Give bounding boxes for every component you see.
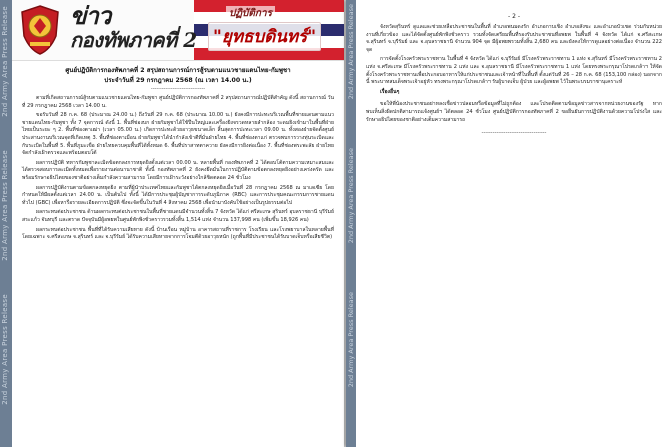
paragraph: การจัดตั้งโรงครัวพระราชทาน ในพื้นที่ 4 จังหวัด ได้แก่ จ.บุรีรัมย์ มีโรงครัวพระราชทาน 1 แห่ง จ.สุรินทร์ มีโรงครัวพระราชทาน 2 แห่ง จ.ศรีสะเกษ มีโรงครัวพระราชทาน 2 แห่ง และ จ.อุบลราชธานี มีโรงครัวพระราชทาน 1 แห่ง โดยทรงพระกรุณาโปรดเกล้าฯ ให้จัดตั้งโรงครัวพระราชทานเพื่อประกอบอาหารให้แก่ประชาชนและเจ้าหน้าที่ในพื้นที่ ตั้งแต่วันที่ 26 – 28 ก.ค. 68 (153,100 กล่อง) นอกจากนี้ พระบาทสมเด็จพระเจ้าอยู่หัว ทรงพระกรุณาโปรดเกล้าฯ รับผู้บาดเจ็บ ผู้ป่วย และผู้อพยพ ไว้ในพระบรมราชานุเคราะห์ [366,56,662,86]
watermark-text: 2nd Army Area Press Release [1,294,9,405]
page-two-body [366,12,662,138]
page-two [346,0,670,447]
army-area-title: กองทัพภาคที่ 2 [70,28,197,52]
army-emblem-icon [18,4,62,56]
section-heading: เรื่องอื่นๆ [380,88,400,95]
paragraph: ผลกระทบต่อประชาชน ด้านผลกระทบต่อประชาชนในพื้นที่ชายแดนมีจำนวนทั้งสิ้น 7 จังหวัด ได้แก่ ศรีสะเกษ สุรินทร์ อุบลราชธานี บุรีรัมย์ สระแก้ว จันทบุรี และตราด ปัจจุบันมีผู้อพยพในศูนย์พักพิงชั่วคราวรวมทั้งสิ้น 1,514 แห่ง จำนวน 137,998 คน (เพิ่มขึ้น 18,926 คน) [22,209,334,223]
separator-line: ------------------------------ [150,86,206,92]
press-watermark-strip [0,0,12,447]
watermark-text: 2nd Army Area Press Release [347,292,355,388]
paragraph: จังหวัดสุรินทร์ ดูแลและช่วยเหลือประชาชนในพื้นที่ อำเภอพนมดงรัก อำเภอกาบเชิง อำเภอสังขะ และอำเภอบัวเชด ร่วมกับหน่วยงานที่เกี่ยวข้อง และได้จัดตั้งศูนย์พักพิงชั่วคราว รวมทั้งจัดเตรียมพื้นที่รองรับประชาชนที่อพยพ ในพื้นที่ 4 จังหวัด ได้แก่ จ.ศรีสะเกษ จ.สุรินทร์ จ.บุรีรัมย์ และ จ.อุบลราชธานี จำนวน 904 จุด มีผู้อพยพรวมทั้งสิ้น 2,680 คน และยังคงให้การดูแลอย่างต่อเนื่อง จำนวน 222 จุด [366,24,662,53]
report-date: ประจำวันที่ 29 กรกฎาคม 2568 (ณ เวลา 14.00 น.) [104,77,252,84]
paragraph: ขอรับวันที่ 28 ก.ค. 68 (ประมาณ 24.00 น.) ถึงวันที่ 29 ก.ค. 68 (ประมาณ 10.00 น.) ยังคงมีการปะทะบริเวณพื้นที่ชายแดนตามแนวชายแดนไทย-กัมพูชา ทั้ง 7 จุดการณ์ ดังนี้ 1. พื้นที่ช่องบก ฝ่ายกัมพูชาได้ใช้ปืนใหญ่และเครื่องยิงจรวดหลายลำกล้อง ระดมยิงเข้ามาในพื้นที่ฝ่ายไทยเป็นระยะ ๆ 2. พื้นที่ช่องตาเฒ่า (เวลา 05.00 น.) เกิดการปะทะด้วยอาวุธขนาดเล็ก สิ้นสุดการปะทะเวลา 09.00 น. ทั้งสองฝ่ายจัดตั้งศูนย์ประสานงานบริเวณจุดที่เกิดเหตุ 3. พื้นที่ช่องตาเมือน ฝ่ายกัมพูชาได้นำกำลังเข้าตีที่มั่นฝ่ายไทย 4. พื้นที่ช่องตาแก่ ตรวจพบการวางทุ่นระเบิดและกับระเบิดในพื้นที่ 5. พื้นที่ภูมะเขือ ฝ่ายไทยควบคุมพื้นที่ได้ทั้งหมด 6. พื้นที่ปราสาทตาควาย ยังคงมีการยิงต่อเนื่อง 7. พื้นที่ช่องพระพะลัย ฝ่ายไทยจัดกำลังเฝ้าตรวจและพร้อมตอบโต้ [22,112,334,157]
operation-label: ปฏิบัติการ [226,6,275,21]
end-separator: ------------------------------ [481,129,547,137]
paragraph: ผลการปฏิบัติ ทหารกัมพูชาละเมิดข้อตกลงการหยุดยิงตั้งแต่เวลา 00.00 น. หลายพื้นที่ กองทัพภาคที่ 2 ได้ตอบโต้ตามความเหมาะสมและได้ตรวจสอบการละเมิดทั้งหมดเพื่อรายงานต่อนานาชาติ ทั้งนี้ กองทัพภาคที่ 2 ยังคงยึดมั่นในการปฏิบัติตามข้อตกลงหยุดยิงอย่างเคร่งครัด และพร้อมรักษาอธิปไตยของชาติอย่างเต็มกำลังความสามารถ โดยมีการเฝ้าระวังอย่างใกล้ชิดตลอด 24 ชั่วโมง [22,159,334,181]
watermark-text: 2nd Army Area Press Release [347,4,355,100]
report-heading: ศูนย์ปฏิบัติการกองทัพภาคที่ 2 สรุปสถานการณ์การสู้รบตามแนวชายแดนไทย-กัมพูชา [65,67,291,74]
news-banner [12,0,344,61]
paragraph: ตามที่เกิดสถานการณ์สู้รบตามแนวชายแดนไทย-กัมพูชา ศูนย์ปฏิบัติการกองทัพภาคที่ 2 สรุปสถานการณ์ปฏิบัติสำคัญ ดังนี้ สถานการณ์ วันที่ 29 กรกฎาคม 2568 เวลา 14.00 น. [22,95,334,109]
watermark-text: 2nd Army Area Press Release [1,150,9,261]
press-watermark-strip [346,0,356,447]
paragraph: ผลกระทบต่อประชาชน พื้นที่ที่ได้รับความเสียหาย ดังนี้ บ้านเรือน หมู่บ้าน อาคารสถานที่ราชการ โรงเรียน และโรงพยาบาลในหลายพื้นที่ โดยเฉพาะ จ.ศรีสะเกษ จ.สุรินทร์ และ จ.บุรีรัมย์ ได้รับความเสียหายจากการโจมตีด้วยอาวุธหนัก (ถูกพื้นที่มีประชาชนได้รับบาดเจ็บหรือเสียชีวิต) [22,226,334,241]
news-title: ข่าว [70,1,111,30]
operation-name: "ยุทธบดินทร์" [208,22,321,51]
watermark-text: 2nd Army Area Press Release [347,148,355,244]
page-number: - 2 - [508,13,520,20]
page-one-body [22,66,334,242]
paragraph: ผลการปฏิบัติงานตามข้อตกลงหยุดยิง ตามที่ผู้นำประเทศไทยและกัมพูชาได้ตกลงหยุดยิงเมื่อวันที่ 28 กรกฎาคม 2568 ณ มาเลเซีย โดยกำหนดให้มีผลตั้งแต่เวลา 24.00 น. เป็นต้นไป ทั้งนี้ ได้มีการประชุมผู้บัญชาการระดับภูมิภาค (RBC) และการประชุมคณะกรรมการชายแดนทั่วไป (GBC) เพื่อหารือรายละเอียดการปฏิบัติ ซึ่งจะจัดขึ้นในวันที่ 4 สิงหาคม 2568 เพื่อนำมาบังคับใช้อย่างเป็นรูปธรรมต่อไป [22,184,334,206]
watermark-text: 2nd Army Area Press Release [1,6,9,117]
paragraph: ขอให้พี่น้องประชาชนอย่าหลงเชื่อข่าวปลอมหรือข้อมูลที่ไม่ถูกต้อง และโปรดติดตามข้อมูลข่าวสารจากหน่วยงานของรัฐ หากพบเห็นสิ่งผิดปกติสามารถแจ้งศูนย์ฯ ได้ตลอด 24 ชั่วโมง ศูนย์ปฏิบัติการกองทัพภาคที่ 2 ขอยืนยันการปฏิบัติงานด้วยความโปร่งใส และรักษาอธิปไตยของชาติอย่างเต็มความสามารถ [366,101,662,123]
